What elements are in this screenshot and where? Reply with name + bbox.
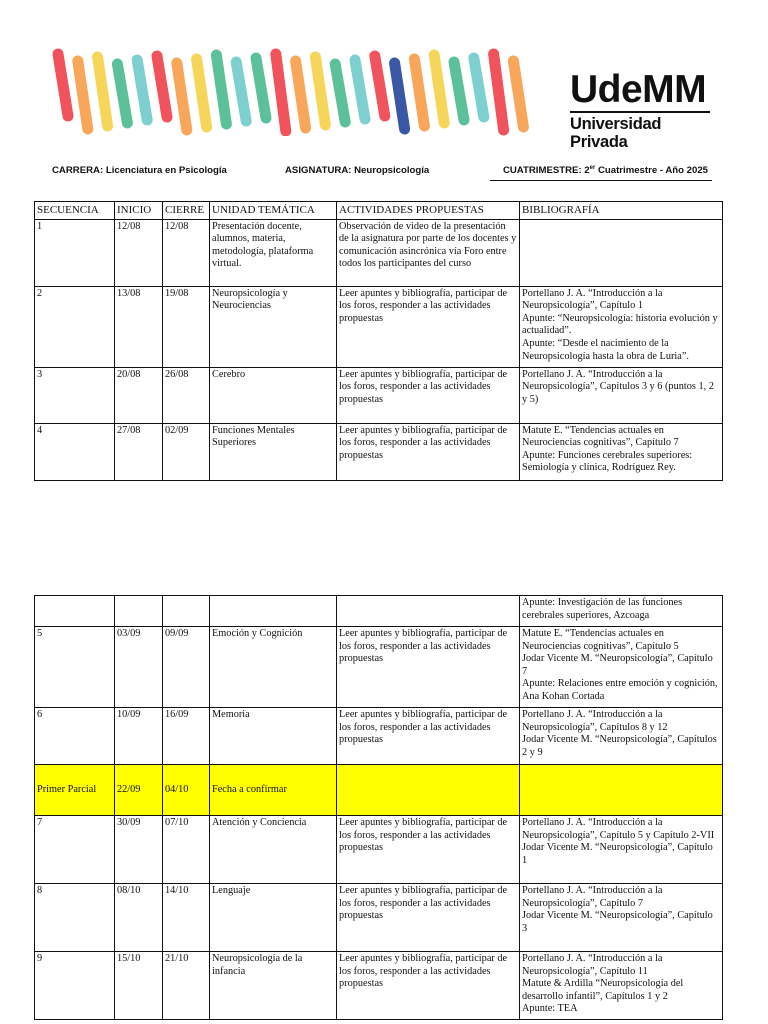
- table-row: [35, 708, 723, 765]
- cell-inicio: [115, 596, 163, 627]
- stripe: [236, 62, 246, 121]
- cell-bibliografia: Matute E. “Tendencias actuales en Neurociencias cognitivas”, Capítulo 5 Jodar Vicente M. “Neuropsicología”, Capítulo 7 Apunte: Relaciones entre emoción y cognición, Ana Kohan Cortada: [520, 627, 723, 708]
- stripe: [78, 61, 88, 129]
- cell-bibliografia: Portellano J. A. “Introducción a la Neuropsicología”, Capítulo 5 y Capítulo 2-VII Jodar Vicente M. “Neuropsicología”, Capítulo 1: [520, 816, 723, 884]
- cell-bibliografia: Portellano J. A. “Introducción a la Neuropsicología”, Capítulo 7 Jodar Vicente M. “Neuropsicología”, Capítulo 3: [520, 884, 723, 952]
- career-label: CARRERA: Licenciatura en Psicología: [52, 165, 227, 176]
- table-row: [35, 367, 723, 423]
- cell-unidad: [210, 596, 337, 627]
- stripe: [395, 63, 405, 129]
- cell-bibliografia: Portellano J. A. “Introducción a la Neuropsicología”, Capítulo 11 Matute & Ardilla “Neuropsicología del desarrollo infantil”, Capítulos 1 y 2 Apunte: TEA: [520, 952, 723, 1020]
- cell-seq: 2: [35, 286, 115, 367]
- stripe: [434, 55, 444, 123]
- stripe: [494, 54, 504, 130]
- cell-unidad: Cerebro: [210, 367, 337, 423]
- cell-actividades: Leer apuntes y bibliografía, participar de los foros, responder a las actividades propuestas: [337, 816, 520, 884]
- stripe-banner: [50, 46, 550, 136]
- table-row: [35, 219, 723, 286]
- cell-actividades: Observación de video de la presentación de la asignatura por parte de los docentes y comunicación asincrónica vía Foro entre todos los participantes del curso: [337, 219, 520, 286]
- col-header-inicio: INICIO: [115, 202, 163, 220]
- cell-actividades: Leer apuntes y bibliografía, participar de los foros, responder a las actividades propuestas: [337, 286, 520, 367]
- cell-actividades: Leer apuntes y bibliografía, participar de los foros, responder a las actividades propuestas: [337, 708, 520, 765]
- cell-actividades: Leer apuntes y bibliografía, participar de los foros, responder a las actividades propuestas: [337, 952, 520, 1020]
- stripe: [276, 54, 286, 131]
- col-header-unidad: UNIDAD TEMÁTICA: [210, 202, 337, 220]
- cell-unidad: Emoción y Cognición: [210, 627, 337, 708]
- table-row: [35, 286, 723, 367]
- cell-cierre: 04/10: [163, 765, 210, 816]
- term-label-rest: Cuatrimestre - Año 2025: [595, 165, 708, 177]
- course-info: [52, 165, 712, 179]
- table-row: [35, 596, 723, 627]
- cell-unidad: Funciones Mentales Superiores: [210, 423, 337, 480]
- cell-cierre: [163, 596, 210, 627]
- stripe: [137, 60, 147, 120]
- cell-bibliografia: Portellano J. A. “Introducción a la Neuropsicología”, Capítulos 8 y 12 Jodar Vicente M. “Neuropsicología”, Capítulos 2 y 9: [520, 708, 723, 765]
- cell-bibliografia: [520, 219, 723, 286]
- term-underline: [490, 180, 712, 181]
- stripe: [315, 57, 325, 125]
- cell-inicio: 03/09: [115, 627, 163, 708]
- cell-unidad: Atención y Conciencia: [210, 816, 337, 884]
- logo-main-text: UdeMM: [570, 68, 707, 111]
- table-body-page1: [35, 219, 723, 480]
- term-label: [503, 165, 708, 176]
- stripe: [296, 61, 306, 128]
- cell-cierre: 02/09: [163, 423, 210, 480]
- cell-actividades: Leer apuntes y bibliografía, participar de los foros, responder a las actividades propuestas: [337, 367, 520, 423]
- table-body-page2: [35, 596, 723, 1020]
- cell-seq: 9: [35, 952, 115, 1020]
- col-header-secuencia: SECUENCIA: [35, 202, 115, 220]
- table-row: [35, 816, 723, 884]
- col-header-actividades: ACTIVIDADES PROPUESTAS: [337, 202, 520, 220]
- cell-unidad: Neuropsicología de la infancia: [210, 952, 337, 1020]
- cell-unidad: Neuropsicología y Neurociencias: [210, 286, 337, 367]
- cell-inicio: 27/08: [115, 423, 163, 480]
- cell-cierre: 07/10: [163, 816, 210, 884]
- stripe: [197, 59, 207, 127]
- logo-subtitle: Universidad Privada: [570, 115, 662, 151]
- table-header-row: [35, 202, 723, 220]
- cell-actividades: Leer apuntes y bibliografía, participar de los foros, responder a las actividades propuestas: [337, 627, 520, 708]
- cell-cierre: 12/08: [163, 219, 210, 286]
- cell-inicio: 10/09: [115, 708, 163, 765]
- col-header-bibliografia: BIBLIOGRAFÍA: [520, 202, 723, 220]
- stripe: [117, 64, 127, 123]
- cell-seq: 5: [35, 627, 115, 708]
- cell-unidad: Memoria: [210, 708, 337, 765]
- table-row: [35, 627, 723, 708]
- cell-seq: 4: [35, 423, 115, 480]
- logo-divider: [570, 111, 710, 113]
- cell-seq: 1: [35, 219, 115, 286]
- stripe: [454, 62, 464, 120]
- cell-inicio: 13/08: [115, 286, 163, 367]
- stripe: [474, 58, 484, 117]
- cell-seq: 7: [35, 816, 115, 884]
- cell-seq: 6: [35, 708, 115, 765]
- cell-bibliografia: [520, 765, 723, 816]
- stripe: [177, 63, 187, 130]
- stripe: [58, 54, 68, 116]
- cell-bibliografia: Portellano J. A. “Introducción a la Neuropsicología”, Capítulos 3 y 6 (puntos 1, 2 y 5): [520, 367, 723, 423]
- term-label-main: CUATRIMESTRE: 2: [502, 165, 590, 177]
- stripe: [375, 56, 385, 116]
- cell-cierre: 19/08: [163, 286, 210, 367]
- stripe: [98, 57, 108, 126]
- stripe: [414, 59, 424, 126]
- schedule-table-page1: [34, 201, 723, 481]
- cell-inicio: 22/09: [115, 765, 163, 816]
- cell-inicio: 20/08: [115, 367, 163, 423]
- cell-unidad: Presentación docente, alumnos, materia, metodología, plataforma virtual.: [210, 219, 337, 286]
- cell-bibliografia: Matute E. “Tendencias actuales en Neurociencias cognitivas”, Capítulo 7 Apunte: Funciones cerebrales superiores: Semiología y clínica, Rodríguez Rey.: [520, 423, 723, 480]
- schedule-table-page2: [34, 595, 723, 1020]
- cell-unidad: Lenguaje: [210, 884, 337, 952]
- stripe: [216, 55, 226, 124]
- stripe: [157, 56, 167, 117]
- subject-label: ASIGNATURA: Neuropsicología: [285, 165, 430, 176]
- stripe: [335, 64, 345, 122]
- cell-bibliografia: Portellano J. A. “Introducción a la Neuropsicología”, Capítulo 1 Apunte: “Neuropsicología: historia evolución y actualidad”. Apunte: “Desde el nacimiento de la Neuropsicología hasta la obra de Luria”.: [520, 286, 723, 367]
- cell-cierre: 21/10: [163, 952, 210, 1020]
- university-logo: [570, 70, 715, 151]
- cell-cierre: 16/09: [163, 708, 210, 765]
- cell-cierre: 26/08: [163, 367, 210, 423]
- table-row-exam: [35, 765, 723, 816]
- cell-inicio: 08/10: [115, 884, 163, 952]
- cell-seq: 8: [35, 884, 115, 952]
- cell-seq: [35, 596, 115, 627]
- cell-seq: Primer Parcial: [35, 765, 115, 816]
- table-row: [35, 952, 723, 1020]
- cell-inicio: 15/10: [115, 952, 163, 1020]
- cell-inicio: 12/08: [115, 219, 163, 286]
- cell-actividades: [337, 596, 520, 627]
- cell-cierre: 09/09: [163, 627, 210, 708]
- cell-cierre: 14/10: [163, 884, 210, 952]
- col-header-cierre: CIERRE: [163, 202, 210, 220]
- table-row: [35, 884, 723, 952]
- stripe: [513, 61, 523, 127]
- stripe: [355, 60, 365, 119]
- cell-bibliografia: Apunte: Investigación de las funciones cerebrales superiores, Azcoaga: [520, 596, 723, 627]
- term-label-ordinal: er: [589, 165, 596, 171]
- cell-actividades: Leer apuntes y bibliografía, participar de los foros, responder a las actividades propuestas: [337, 423, 520, 480]
- cell-seq: 3: [35, 367, 115, 423]
- cell-actividades: [337, 765, 520, 816]
- cell-actividades: Leer apuntes y bibliografía, participar de los foros, responder a las actividades propuestas: [337, 884, 520, 952]
- stripe: [256, 58, 266, 118]
- cell-unidad: Fecha a confirmar: [210, 765, 337, 816]
- table-row: [35, 423, 723, 480]
- cell-inicio: 30/09: [115, 816, 163, 884]
